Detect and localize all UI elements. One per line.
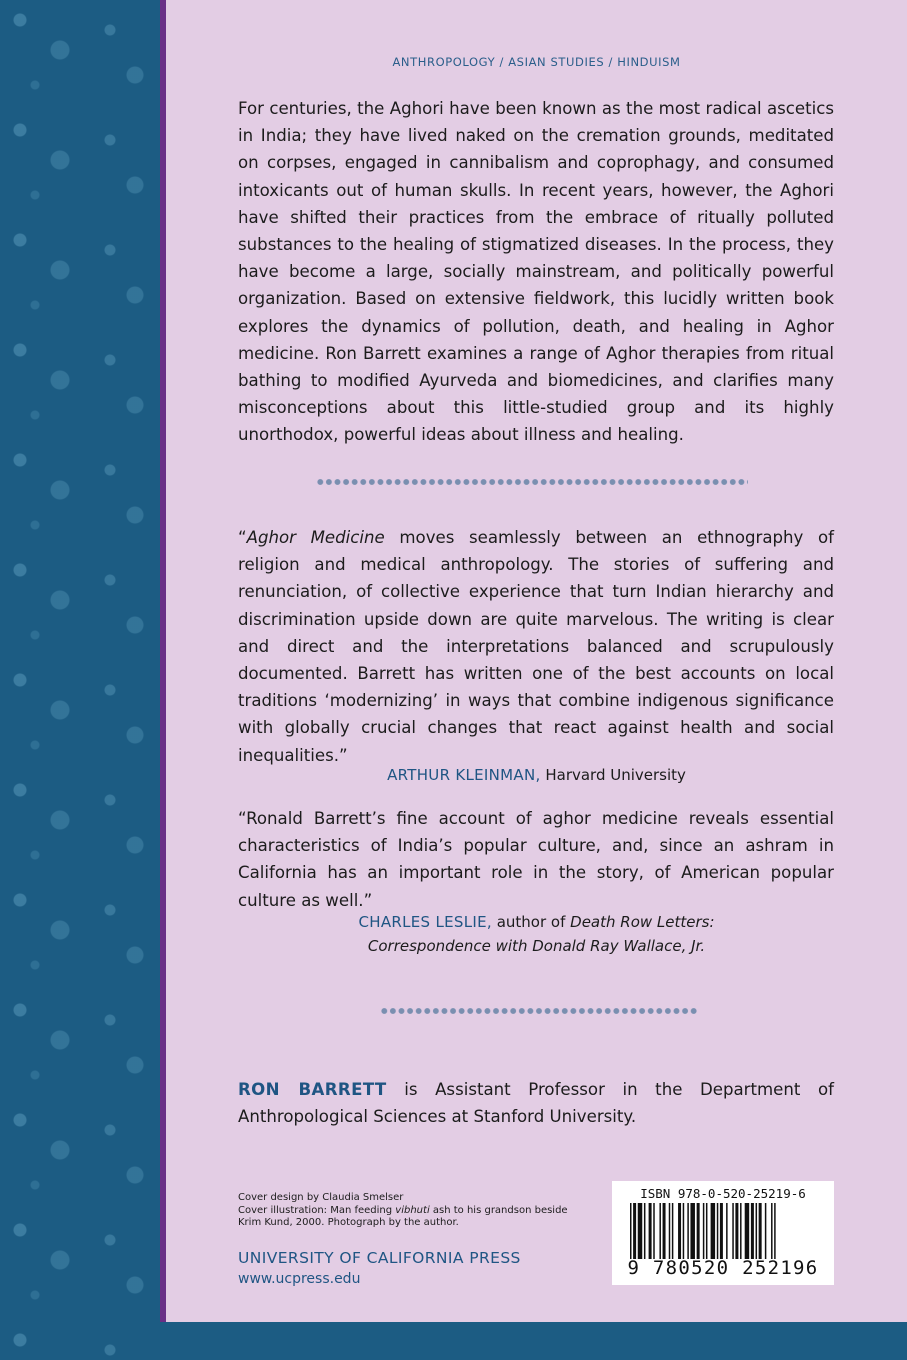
barcode-bar bbox=[751, 1203, 754, 1259]
barcode-bar bbox=[765, 1203, 767, 1259]
bottom-border bbox=[160, 1322, 907, 1360]
quote-attribution-kleinman bbox=[166, 763, 907, 787]
barcode-bar bbox=[669, 1203, 671, 1259]
barcode-digits: 9 780520 252196 bbox=[627, 1257, 819, 1279]
quote-text: moves seamlessly between an ethnography of religion and medical anthropology. The stories of suffering and renunciation, of collective experience that turn Indian hierarchy and discrimination upside down are quite marvelous. The writing is clear and direct and the interpretations balanced and scrupulously documented. Barrett has written one of the best accounts on local traditions ‘modernizing’ in ways that combine indigenous significance with globally crucial changes that react against health and social inequalities.” bbox=[238, 528, 834, 765]
barcode-bar bbox=[711, 1203, 716, 1259]
endorsement-quote-kleinman bbox=[238, 524, 834, 769]
barcode-bar bbox=[683, 1203, 685, 1259]
decorative-border-pattern bbox=[0, 0, 160, 1360]
barcode-bar bbox=[687, 1203, 689, 1259]
book-description: For centuries, the Aghori have been known as the most radical ascetics in India; they have lived naked on the cremation grounds, meditated on corpses, engaged in cannibalism and coprophagy, and consumed intoxicants out of human skulls. In recent years, however, the Aghori have shifted their practices from the embrace of ritually polluted substances to the healing of stigmatized diseases. In the process, they have become a large, socially mainstream, and politically powerful organization. Based on extensive fieldwork, this lucidly written book explores the dynamics of pollution, death, and healing in Aghor medicine. Ron Barrett examines a range of Aghor therapies from ritual bathing to modified Ayurveda and biomedicines, and clarifies many misconceptions about this little-studied group and its highly unorthodox, powerful ideas about illness and healing. bbox=[238, 99, 834, 445]
barcode-bar bbox=[630, 1203, 632, 1259]
barcode-bar bbox=[735, 1203, 738, 1259]
endorser-name: ARTHUR KLEINMAN, bbox=[387, 766, 541, 784]
barcode-bar bbox=[717, 1203, 719, 1259]
ornamental-divider bbox=[380, 1005, 698, 1017]
author-name: RON BARRETT bbox=[238, 1080, 387, 1099]
barcode-bar bbox=[774, 1203, 776, 1259]
endorsement-quote-leslie: “Ronald Barrett’s fine account of aghor medicine reveals essential characteristics of India’s popular culture, and, since an ashram in California has an important role in the story, of American popular culture as well.” bbox=[238, 809, 834, 910]
quote-attribution-leslie bbox=[166, 910, 907, 958]
barcode-bar bbox=[649, 1203, 652, 1259]
barcode-bar bbox=[745, 1203, 750, 1259]
isbn-label: ISBN 978-0-520-25219-6 bbox=[640, 1186, 806, 1201]
author-bio bbox=[238, 1076, 834, 1130]
subject-categories: ANTHROPOLOGY / ASIAN STUDIES / HINDUISM bbox=[392, 55, 681, 69]
endorser-book-title: Death Row Letters: bbox=[570, 913, 715, 931]
endorser-name: CHARLES LESLIE, bbox=[358, 913, 492, 931]
barcode-bar bbox=[663, 1203, 666, 1259]
author-bio-text: is Assistant Professor in the Department of Anthropological Sciences at Stanford University. bbox=[238, 1080, 834, 1127]
barcode-bar bbox=[703, 1203, 705, 1259]
barcode-bar bbox=[720, 1203, 723, 1259]
isbn-barcode bbox=[612, 1181, 834, 1285]
barcode-bar bbox=[678, 1203, 681, 1259]
barcode-bar bbox=[653, 1203, 655, 1259]
book-title: Aghor Medicine bbox=[246, 528, 385, 547]
barcode-bar bbox=[756, 1203, 758, 1259]
barcode-bar bbox=[759, 1203, 762, 1259]
barcode-bar bbox=[726, 1203, 728, 1259]
barcode-bar bbox=[706, 1203, 708, 1259]
barcode-bar bbox=[633, 1203, 636, 1259]
barcode-bar bbox=[690, 1203, 695, 1259]
publisher-url: www.ucpress.edu bbox=[238, 1271, 361, 1287]
barcode-bar bbox=[697, 1203, 700, 1259]
cover-illustration-credit: Cover illustration: Man feeding vibhuti ash to his grandson beside Krim Kund, 2000. Photograph by the author. bbox=[238, 1204, 568, 1228]
ornamental-divider bbox=[316, 476, 748, 488]
barcode-bar bbox=[659, 1203, 661, 1259]
barcode-bars bbox=[630, 1203, 824, 1259]
barcode-bar bbox=[771, 1203, 773, 1259]
cover-design-credit: Cover design by Claudia Smelser bbox=[238, 1192, 404, 1203]
barcode-bar bbox=[732, 1203, 734, 1259]
quote-open-mark: “ bbox=[238, 528, 247, 547]
endorser-book-subtitle: Correspondence with Donald Ray Wallace, Jr. bbox=[367, 937, 706, 955]
endorser-affiliation: Harvard University bbox=[540, 766, 686, 784]
publisher-name: UNIVERSITY OF CALIFORNIA PRESS bbox=[238, 1249, 521, 1267]
barcode-bar bbox=[638, 1203, 643, 1259]
back-cover-panel bbox=[166, 0, 907, 1322]
barcode-bar bbox=[740, 1203, 742, 1259]
barcode-bar bbox=[644, 1203, 646, 1259]
endorser-affiliation: author of bbox=[491, 913, 571, 931]
barcode-bar bbox=[672, 1203, 674, 1259]
cover-credits bbox=[238, 1192, 578, 1230]
